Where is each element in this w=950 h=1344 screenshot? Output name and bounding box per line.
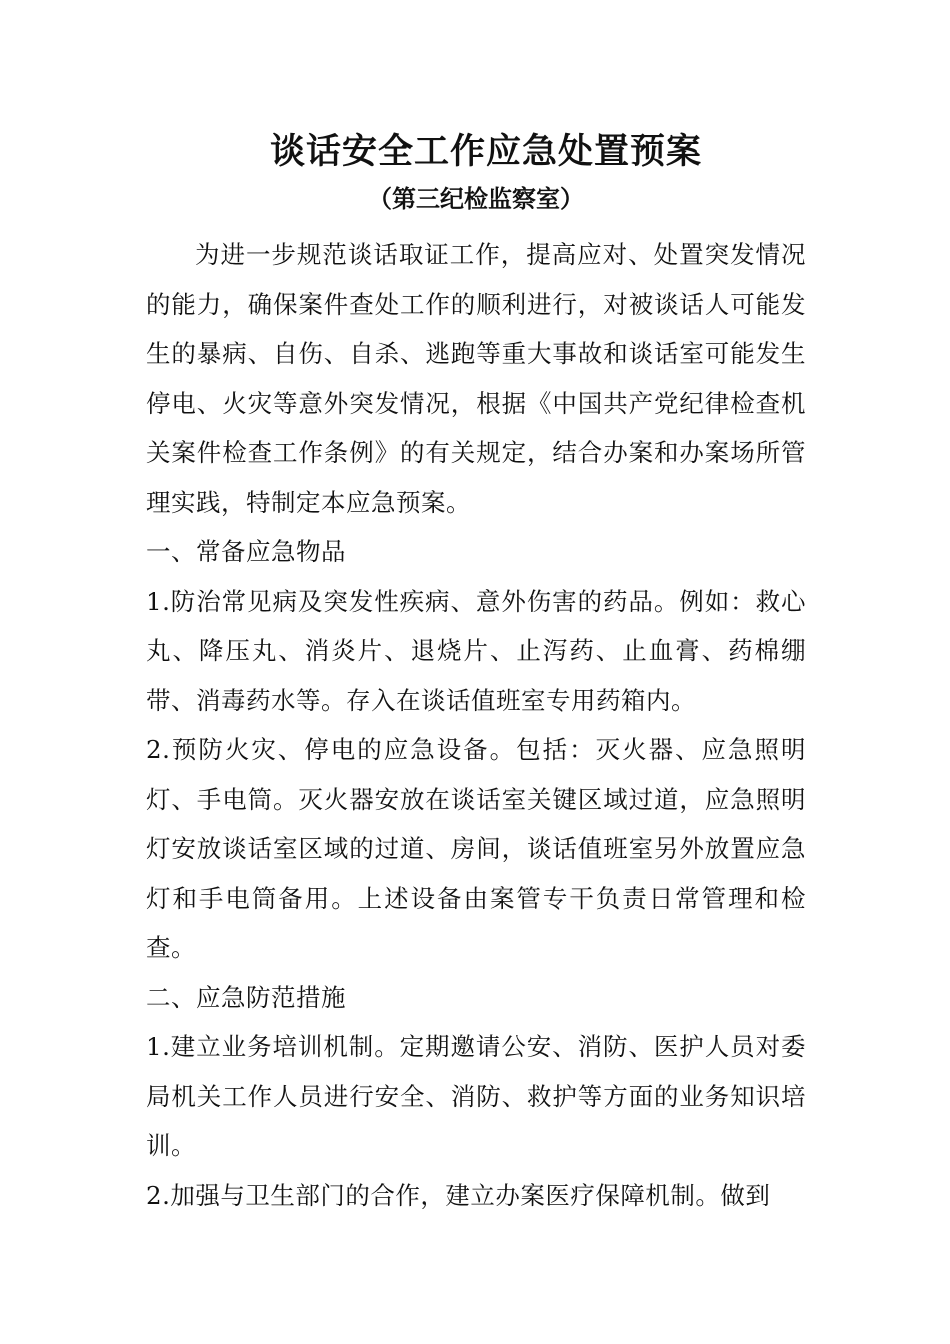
section-2-item-2: 2.加强与卫生部门的合作，建立办案医疗保障机制。做到	[146, 1180, 771, 1210]
section-heading-2: 二、应急防范措施	[146, 982, 346, 1012]
document-title: 谈话安全工作应急处置预案	[269, 131, 702, 172]
document-subtitle: （第三纪检监察室）	[368, 184, 584, 213]
section-1-item-2: 2.预防火灾、停电的应急设备。包括：灭火器、应急照明灯、手电筒。灭火器安放在谈话室关键区域过道，应急照明灯安放谈话室区域的过道、房间，谈话值班室另外放置应急灯和手电筒备用。上述设备由案管专干负责日常管理和检查。	[146, 735, 806, 962]
document-page	[146, 128, 806, 1220]
section-2-item-1: 1.建立业务培训机制。定期邀请公安、消防、医护人员对委局机关工作人员进行安全、消防、救护等方面的业务知识培训。	[146, 1032, 806, 1160]
section-heading-1: 一、常备应急物品	[146, 537, 346, 566]
intro-paragraph: 为进一步规范谈话取证工作，提高应对、处置突发情况的能力，确保案件查处工作的顺利进行，对被谈话人可能发生的暴病、自伤、自杀、逃跑等重大事故和谈话室可能发生停电、火灾等意外突发情况，根据《中国共产党纪律检查机关案件检查工作条例》的有关规定，结合办案和办案场所管理实践，特制定本应急预案。	[146, 240, 806, 517]
section-1-item-1: 1.防治常见病及突发性疾病、意外伤害的药品。例如：救心丸、降压丸、消炎片、退烧片、止泻药、止血膏、药棉绷带、消毒药水等。存入在谈话值班室专用药箱内。	[146, 586, 806, 715]
